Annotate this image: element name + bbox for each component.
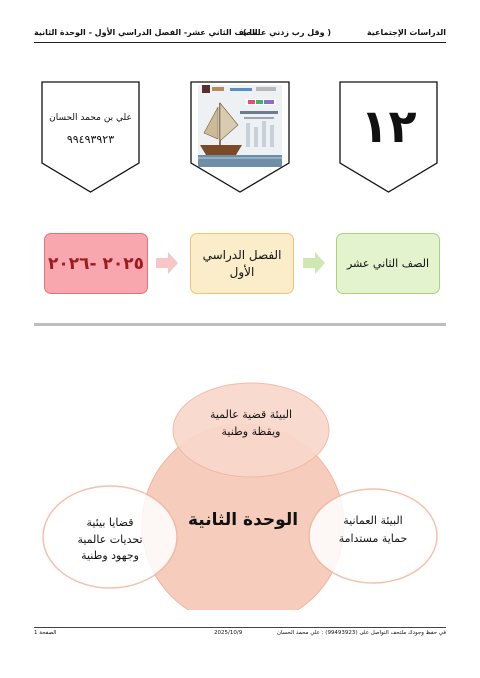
header-subject: الدراسات الإجتماعية	[366, 28, 446, 37]
right-circle-text	[315, 512, 431, 547]
section-divider	[34, 323, 446, 326]
academic-year: ٢٠٢٥ -٢٠٢٦	[48, 253, 145, 274]
book-cover-badge	[190, 81, 290, 193]
header-prayer: ( وقل رب زدني علما )	[242, 28, 331, 37]
footer-date: 2025/10/9	[214, 630, 243, 636]
grade-label: الصف الثاني عشر	[346, 257, 430, 270]
term-box	[190, 233, 294, 294]
header-divider	[34, 42, 446, 43]
book-cover-image	[190, 81, 290, 193]
left-line3: وجهود وطنية	[81, 549, 139, 562]
top-line2: ويقظة وطنية	[221, 425, 281, 439]
footer-divider	[34, 627, 446, 628]
year-box	[44, 233, 148, 294]
footer-credit: في حفظ وجودك ملتحف النواصل على (99493923) : علي محمد الحسان	[276, 630, 446, 636]
author-badge	[41, 81, 140, 193]
left-line1: قضايا بيئية	[86, 516, 134, 529]
lesson-number-badge	[339, 81, 438, 193]
author-name: علي بن محمد الحسان	[49, 113, 132, 123]
left-line2: تحديات عالمية	[77, 532, 143, 546]
right-line1: البيئة العمانية	[343, 514, 403, 527]
top-circle-text	[173, 406, 329, 440]
grade-box	[336, 233, 440, 294]
top-line1: البيئة قضية عالمية	[209, 408, 293, 421]
page-header	[34, 28, 446, 42]
header-grade-term-unit: الصف الثاني عشر- الفصل الدراسي الأول - الوحدة الثانية	[34, 28, 258, 37]
term-line1: الفصل الدراسي	[202, 248, 282, 263]
arrow-right-icon	[156, 252, 178, 274]
left-circle-text	[48, 515, 172, 565]
center-title: الوحدة الثانية	[187, 510, 299, 530]
author-phone: ٩٩٤٩٣٩٢٣	[66, 133, 115, 146]
term-line2: الأول	[229, 264, 255, 279]
arrow-right-icon	[303, 252, 325, 274]
lesson-number: ١٢	[360, 99, 417, 153]
right-line2: حماية مستدامة	[338, 531, 408, 545]
footer-page: الصفحة 1	[34, 630, 57, 636]
